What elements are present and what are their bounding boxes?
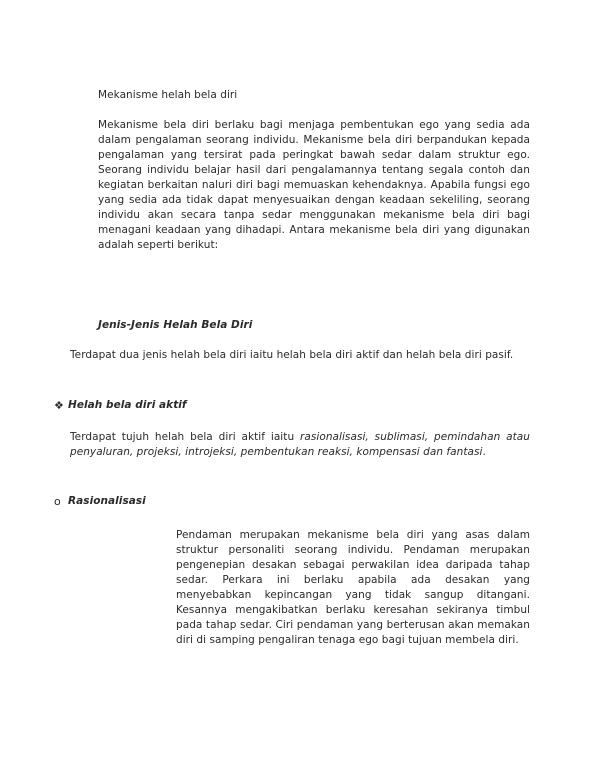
section-intro-paragraph: Terdapat dua jenis helah bela diri iaitu helah bela diri aktif dan helah bela diri pasif. xyxy=(70,349,514,361)
types-end-text: . xyxy=(482,446,486,458)
types-lead-text: Terdapat tujuh helah bela diri aktif iaitu xyxy=(70,431,300,443)
types-paragraph xyxy=(70,430,530,460)
item-heading: Rasionalisasi xyxy=(68,495,146,507)
intro-paragraph: Mekanisme bela diri berlaku bagi menjaga pembentukan ego yang sedia ada dalam pengalaman seorang individu. Mekanisme bela diri berpandukan kepada pengalaman yang tersirat pada peringkat bawah sedar dalam struktur ego. Seorang individu belajar hasil dari pengalamannya tentang segala contoh dan kegiatan berkaitan naluri diri bagi memuaskan kehendaknya. Apabila fungsi ego yang sedia ada tidak dapat menyesuaikan dengan keadaan sekeliling, seorang individu akan secara tanpa sedar menggunakan mekanisme bela diri bagi menagani keadaan yang dihadapi. Antara mekanisme bela diri yang digunakan adalah seperti berikut: xyxy=(98,119,530,251)
item-heading-row xyxy=(54,494,354,509)
diamond-bullet-icon: ❖ xyxy=(54,399,64,412)
sub-heading-row xyxy=(54,398,454,413)
sub-heading: Helah bela diri aktif xyxy=(68,399,187,411)
section-heading: Jenis-Jenis Helah Bela Diri xyxy=(98,319,253,331)
circle-bullet-icon: o xyxy=(54,495,61,508)
types-list-text: rasionalisasi, sublimasi, pemindahan atau penyaluran, projeksi, introjeksi, pembentukan reaksi, kompensasi dan fantasi xyxy=(70,431,530,458)
document-title: Mekanisme helah bela diri xyxy=(98,89,238,101)
item-detail-paragraph: Pendaman merupakan mekanisme bela diri yang asas dalam struktur personaliti seorang individu. Pendaman merupakan pengenepian desakan sebagai perwakilan idea daripada tahap sedar. Perkara ini berlaku apabila ada desakan yang menyebabkan kepincangan yang tidak sangup ditangani. Kesannya mengakibatkan berlaku keresahan sekiranya timbul pada tahap sedar. Ciri pendaman yang berterusan akan memakan diri di samping pengaliran tenaga ego bagi tujuan membela diri. xyxy=(176,529,530,646)
